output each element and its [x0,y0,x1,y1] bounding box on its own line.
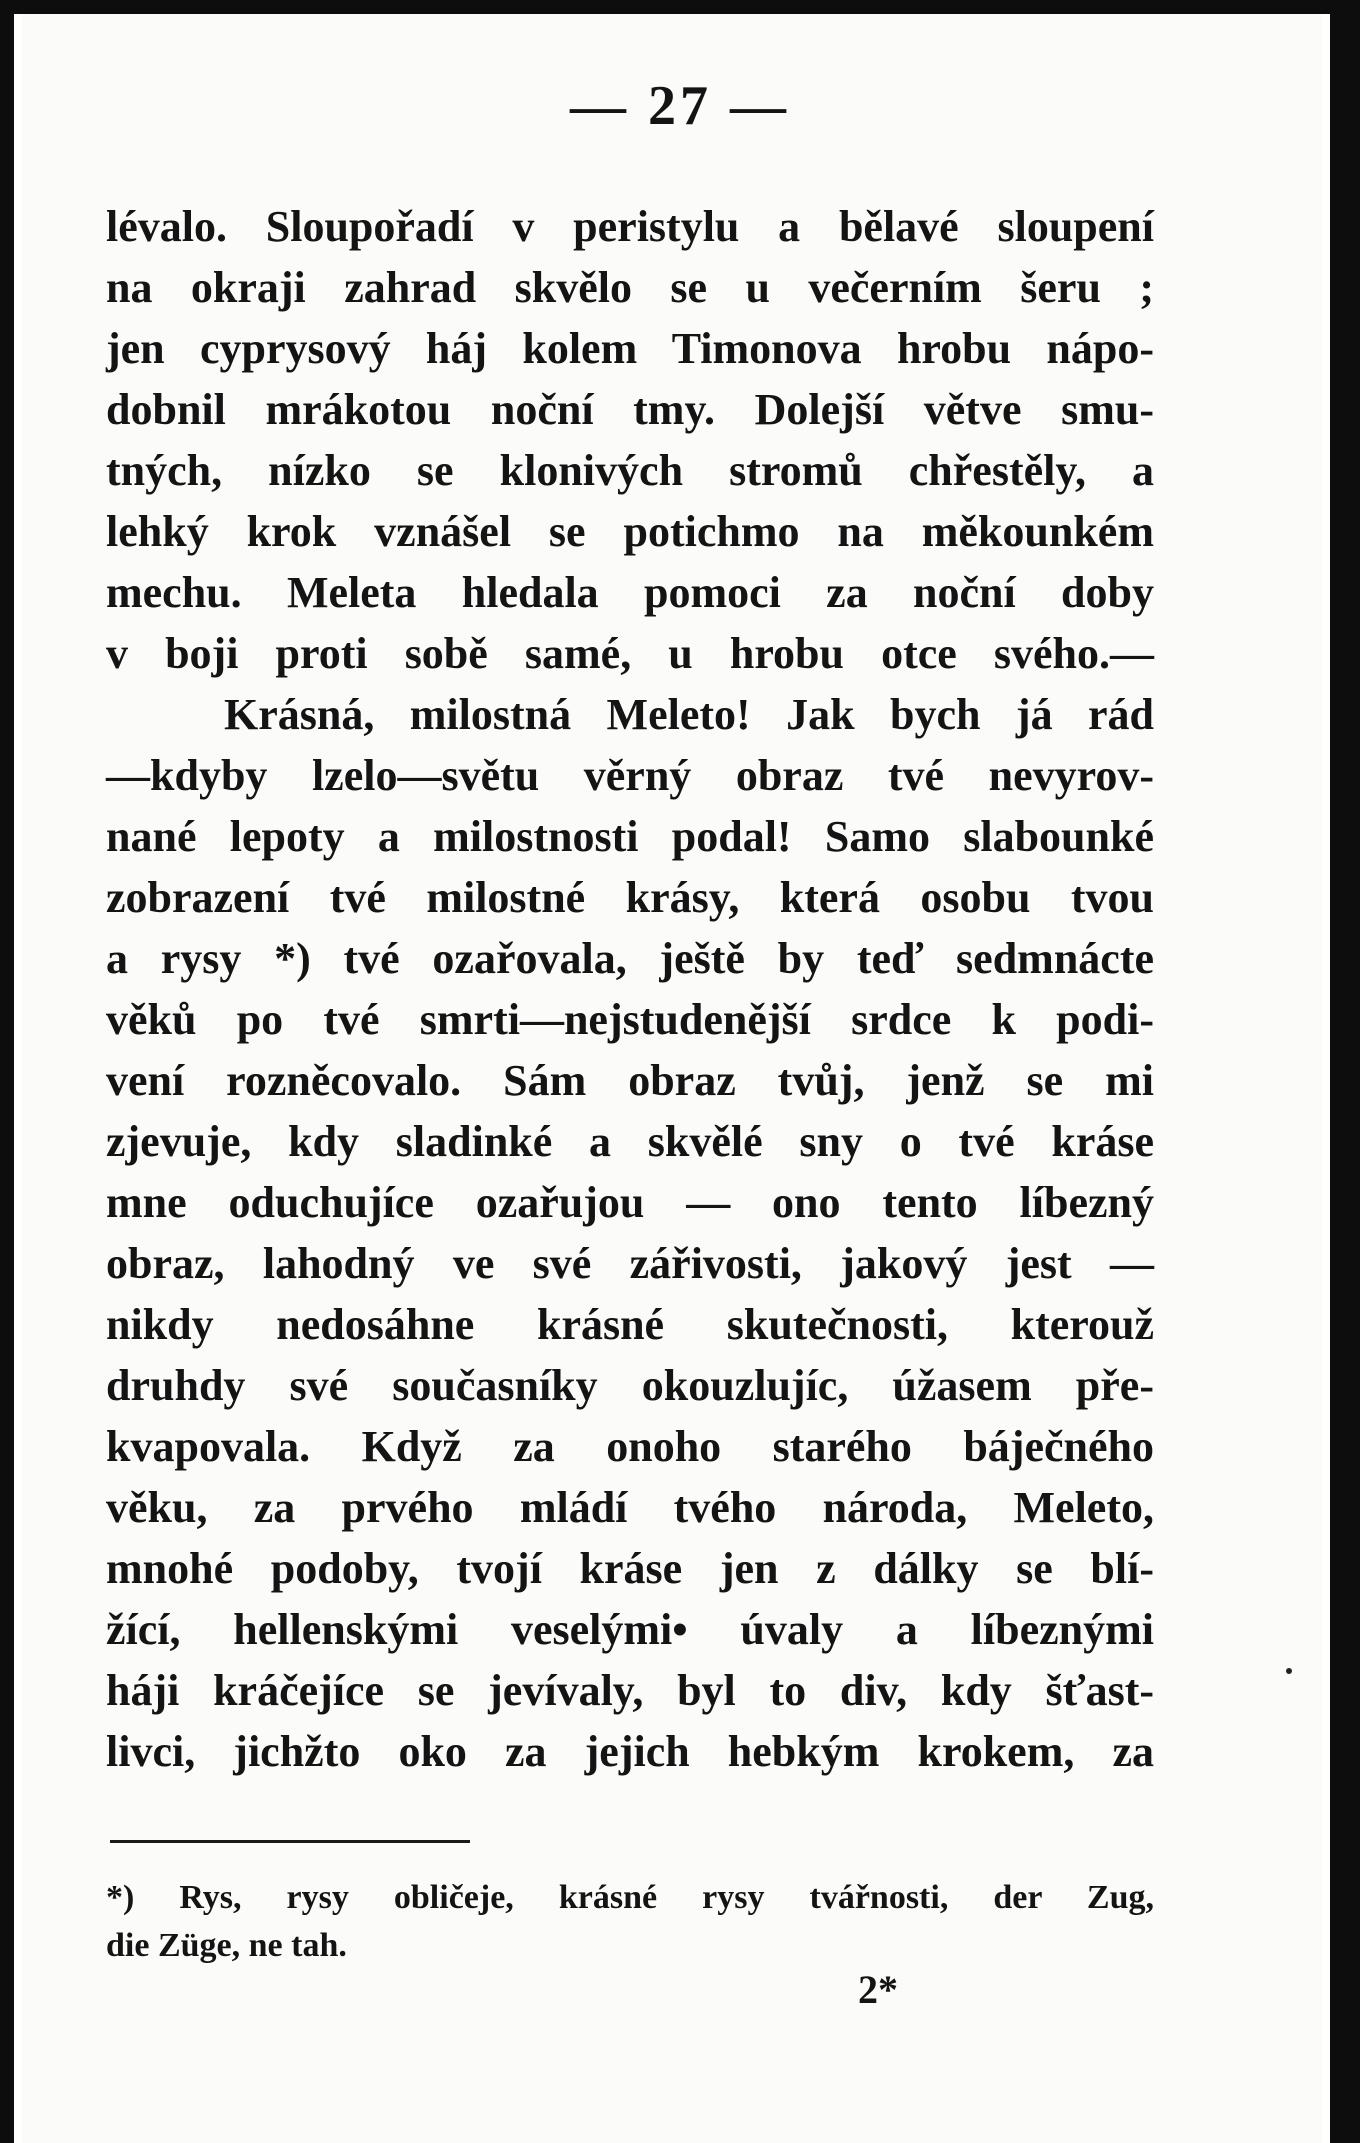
text-line: nané lepoty a milostnosti podal! Samo slabounké [106,812,1154,861]
text-line: dobnil mrákotou noční tmy. Dolejší větve smu- [106,385,1154,434]
text-line: mnohé podoby, tvojí kráse jen z dálky se blí- [106,1544,1154,1593]
scan-border-right [1330,0,1360,2143]
text-line: kvapovala. Když za onoho starého báječného [106,1422,1154,1471]
text-line: mne oduchujíce ozařujou — ono tento líbezný [106,1178,1154,1227]
text-line: livci, jichžto oko za jejich hebkým krokem, za [106,1727,1154,1776]
text-line: v boji proti sobě samé, u hrobu otce svého.— [106,629,1154,678]
footnote-line: *) Rys, rysy obličeje, krásné rysy tvářnosti, der Zug, [106,1879,1154,1916]
text-line: lehký krok vznášel se potichmo na měkounkém [106,507,1154,556]
ink-speck [1286,1668,1292,1674]
text-line: tných, nízko se klonivých stromů chřestěly, a [106,446,1154,495]
signature-mark: 2* [858,1967,898,2012]
text-line: jen cyprysový háj kolem Timonova hrobu nápo- [106,324,1154,373]
text-line: vení rozněcovalo. Sám obraz tvůj, jenž se mi [106,1056,1154,1105]
text-line: druhdy své současníky okouzlujíc, úžasem pře- [106,1361,1154,1410]
text-line: Krásná, milostná Meleto! Jak bych já rád [224,690,1154,739]
text-line: obraz, lahodný ve své zářivosti, jakový jest — [106,1239,1154,1288]
scan-border-top [0,0,1360,14]
scan-border-left [0,0,14,2143]
text-line: a rysy *) tvé ozařovala, ještě by teď sedmnácte [106,934,1154,983]
text-line: zjevuje, kdy sladinké a skvělé sny o tvé kráse [106,1117,1154,1166]
text-line: —kdyby lzelo—světu věrný obraz tvé nevyrov- [106,751,1154,800]
text-line: věků po tvé smrti—nejstudenější srdce k podi- [106,995,1154,1044]
main-text [106,196,1154,1782]
text-line: zobrazení tvé milostné krásy, která osobu tvou [106,873,1154,922]
footnote-line: die Züge, ne tah. [106,1927,347,1964]
text-line: žící, hellenskými veselými• úvaly a líbeznými [106,1605,1154,1654]
footnote [106,1874,1154,1970]
page-number: — 27 — [570,75,790,137]
text-line: mechu. Meleta hledala pomoci za noční doby [106,568,1154,617]
text-line: lévalo. Sloupořadí v peristylu a bělavé sloupení [106,202,1154,251]
text-line: háji kráčejíce se jevívaly, byl to div, kdy šťast- [106,1666,1154,1715]
text-line: nikdy nedosáhne krásné skutečnosti, kterouž [106,1300,1154,1349]
text-line: na okraji zahrad skvělo se u večerním šeru ; [106,263,1154,312]
text-line: věku, za prvého mládí tvého národa, Meleto, [106,1483,1154,1532]
footnote-divider [110,1840,470,1843]
